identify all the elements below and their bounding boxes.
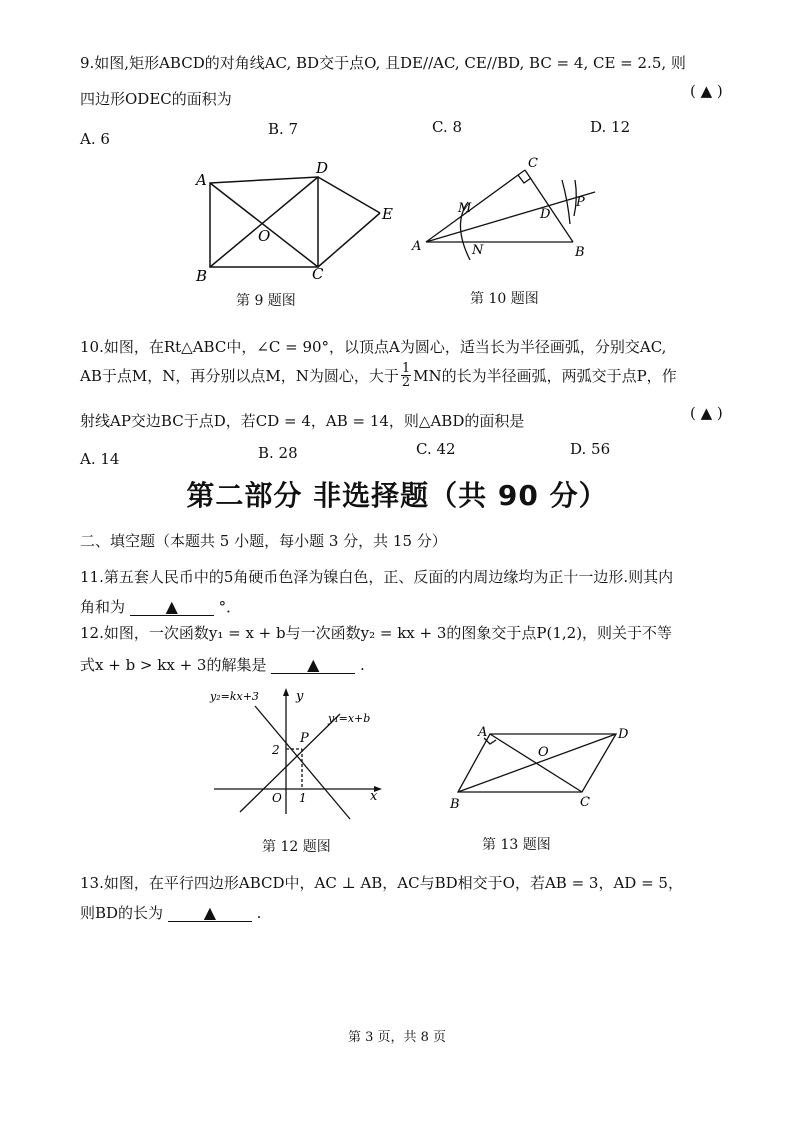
q9-option-a: A. 6 bbox=[80, 130, 110, 148]
q10-label-c: C bbox=[528, 156, 538, 171]
q10-option-d: D. 56 bbox=[570, 440, 611, 458]
q13-line2-suffix: . bbox=[256, 904, 262, 922]
q13-line2 bbox=[80, 902, 261, 923]
q13-line2-prefix: 则BD的长为 bbox=[80, 904, 164, 922]
q10-line2 bbox=[80, 362, 677, 389]
q10-answer-mark: ( ▲ ) bbox=[690, 404, 723, 422]
q13-label-d: D bbox=[618, 727, 629, 742]
part2-heading: 第二部分 非选择题（共 90 分） bbox=[186, 479, 608, 512]
q11-line1: 11.第五套人民币中的5角硬币色泽为镍白色，正、反面的内周边缘均为正十一边形.则其内 bbox=[80, 568, 674, 586]
q9-label-o: O bbox=[258, 227, 271, 245]
q10-line2-start: AB于点M，N，再分别以点M，N为圆心，大于 bbox=[80, 367, 399, 385]
q11-line2 bbox=[80, 596, 241, 617]
q10-label-b: B bbox=[575, 245, 585, 260]
q10-line1: 10.如图，在Rt△ABC中，∠C = 90°，以顶点A为圆心，适当长为半径画弧，分别交AC, bbox=[80, 338, 667, 356]
q10-frac-numerator: 1 bbox=[401, 361, 411, 376]
q10-option-a: A. 14 bbox=[80, 450, 120, 468]
q10-frac-denominator: 2 bbox=[401, 375, 411, 390]
q9-line1: 9.如图,矩形ABCD的对角线AC, BD交于点O, 且DE//AC, CE//BD, BC = 4, CE = 2.5, 则 bbox=[80, 54, 686, 72]
q9-option-d: D. 12 bbox=[590, 118, 631, 136]
q10-label-d: D bbox=[540, 207, 551, 222]
q9-label-b: B bbox=[196, 267, 208, 285]
q10-line2-end: MN的长为半径画弧，两弧交于点P，作 bbox=[413, 367, 677, 385]
q12-label-x-axis: x bbox=[370, 789, 378, 804]
q10-label-m: M bbox=[458, 201, 472, 216]
q12-figure bbox=[200, 684, 390, 824]
q12-caption: 第 12 题图 bbox=[262, 839, 331, 855]
q13-label-b: B bbox=[450, 797, 460, 812]
q12-label-y-axis: y bbox=[296, 689, 304, 704]
q10-figure bbox=[410, 150, 610, 265]
q12-label-1: 1 bbox=[299, 791, 307, 805]
q9-label-c: C bbox=[312, 265, 324, 283]
q11-answer-blank[interactable] bbox=[130, 599, 214, 616]
q13-caption: 第 13 题图 bbox=[482, 837, 551, 853]
q12-answer-blank[interactable] bbox=[271, 657, 355, 674]
q13-answer-blank[interactable] bbox=[168, 905, 252, 922]
q9-label-d: D bbox=[316, 159, 329, 177]
q10-line3: 射线AP交边BC于点D，若CD = 4，AB = 14，则△ABD的面积是 bbox=[80, 412, 525, 430]
q12-line1: 12.如图，一次函数y₁ = x + b与一次函数y₂ = kx + 3的图象交于点P(1,2)，则关于不等 bbox=[80, 624, 673, 642]
q12-label-p: P bbox=[300, 731, 309, 746]
q13-blank-mark: ▲ bbox=[203, 903, 216, 922]
q12-label-o: O bbox=[272, 791, 282, 805]
q9-option-c: C. 8 bbox=[432, 118, 463, 136]
q9-answer-mark: ( ▲ ) bbox=[690, 82, 723, 100]
q11-blank-mark: ▲ bbox=[165, 597, 178, 616]
q10-option-b: B. 28 bbox=[258, 444, 298, 462]
q12-label-y1: y₁=x+b bbox=[328, 712, 371, 725]
q9-option-b: B. 7 bbox=[268, 120, 299, 138]
q10-label-n: N bbox=[472, 243, 484, 258]
q9-label-e: E bbox=[382, 205, 393, 223]
q10-fraction bbox=[401, 362, 411, 389]
section2-title: 二、填空题（本题共 5 小题，每小题 3 分，共 15 分） bbox=[80, 532, 447, 550]
q13-line1: 13.如图，在平行四边形ABCD中，AC ⊥ AB，AC与BD相交于O，若AB = 3，AD = 5， bbox=[80, 874, 683, 892]
q13-label-c: C bbox=[580, 795, 590, 810]
q10-caption: 第 10 题图 bbox=[470, 291, 539, 307]
q13-label-o: O bbox=[538, 745, 549, 760]
q11-line2-prefix: 角和为 bbox=[80, 598, 126, 616]
q10-label-p: P bbox=[576, 195, 585, 210]
q13-figure bbox=[440, 722, 640, 812]
q10-option-c: C. 42 bbox=[416, 440, 456, 458]
q10-label-a: A bbox=[412, 239, 422, 254]
q13-label-a: A bbox=[478, 725, 488, 740]
q12-label-2: 2 bbox=[272, 743, 280, 757]
q11-line2-suffix: °． bbox=[218, 598, 242, 616]
q9-caption: 第 9 题图 bbox=[236, 293, 296, 309]
q12-label-y2: y₂=kx+3 bbox=[210, 690, 259, 703]
q9-label-a: A bbox=[196, 171, 207, 189]
q9-figure bbox=[190, 155, 410, 285]
page-footer: 第 3 页，共 8 页 bbox=[347, 1030, 447, 1045]
q12-line2 bbox=[80, 654, 365, 675]
q12-line2-prefix: 式x + b > kx + 3的解集是 bbox=[80, 656, 267, 674]
q12-line2-suffix: . bbox=[360, 656, 365, 674]
q12-blank-mark: ▲ bbox=[307, 655, 320, 674]
q9-line2: 四边形ODEC的面积为 bbox=[80, 90, 232, 108]
